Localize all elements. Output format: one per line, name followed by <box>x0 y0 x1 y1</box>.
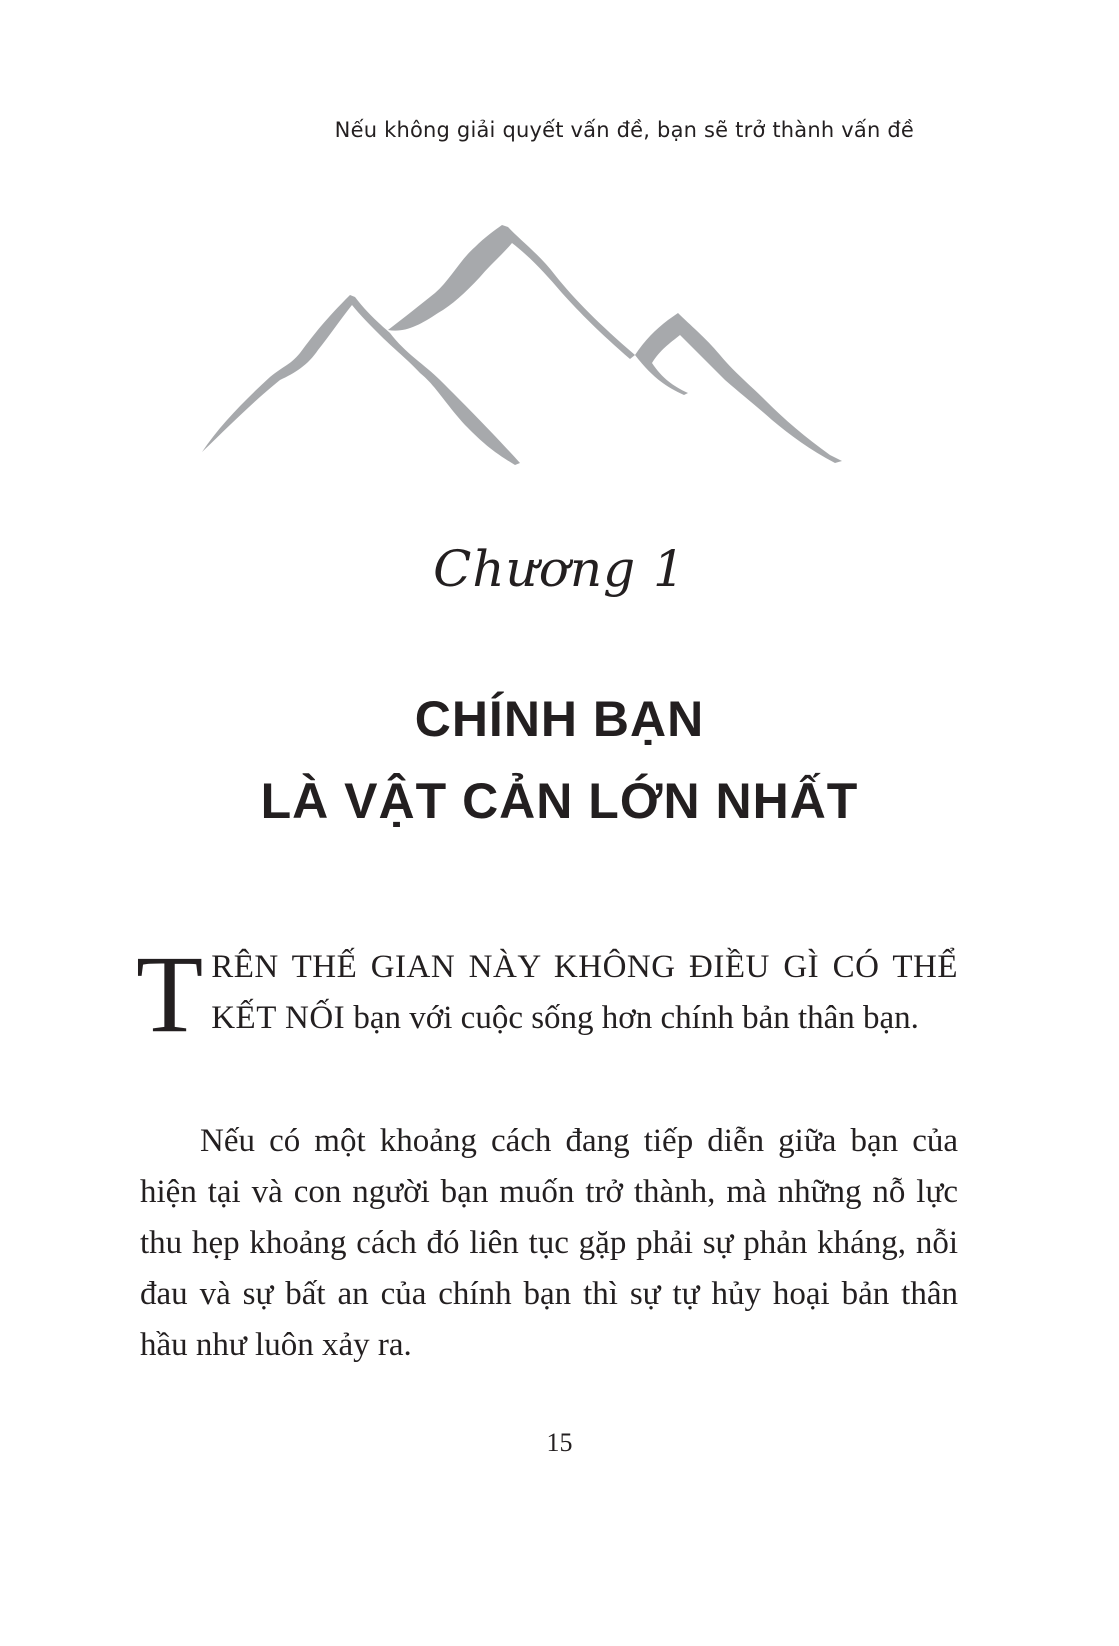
mountain-middle <box>388 225 635 359</box>
mountain-left <box>202 295 520 465</box>
drop-cap: T <box>136 933 204 1055</box>
mountain-illustration <box>190 225 860 485</box>
chapter-label: Chương 1 <box>433 540 686 598</box>
chapter-title-line-2: LÀ VẬT CẢN LỚN NHẤT <box>260 773 859 829</box>
chapter-title-line-1: CHÍNH BẠN <box>414 691 705 747</box>
mountain-right <box>635 313 842 463</box>
page-number: 15 <box>546 1428 573 1457</box>
paragraph-2: Nếu có một khoảng cách đang tiếp diễn giữa bạn của hiện tại và con người bạn muốn trở thành, mà những nỗ lực thu hẹp khoảng cách đó liên tục gặp phải sự phản kháng, nỗi đau và sự bất an của chính bạn thì sự tự hủy hoại bản thân hầu như luôn xảy ra. <box>140 1123 958 1363</box>
paragraph-1-caps: RÊN THẾ GIAN NÀY KHÔNG ĐIỀU GÌ CÓ THỂ KẾT NỐI <box>211 949 958 1036</box>
running-header: Nếu không giải quyết vấn đề, bạn sẽ trở thành vấn đề <box>334 118 914 142</box>
chapter-title <box>0 678 1119 842</box>
paragraph-1 <box>136 933 958 1055</box>
paragraph-1-rest: bạn với cuộc sống hơn chính bản thân bạn. <box>345 1000 919 1036</box>
